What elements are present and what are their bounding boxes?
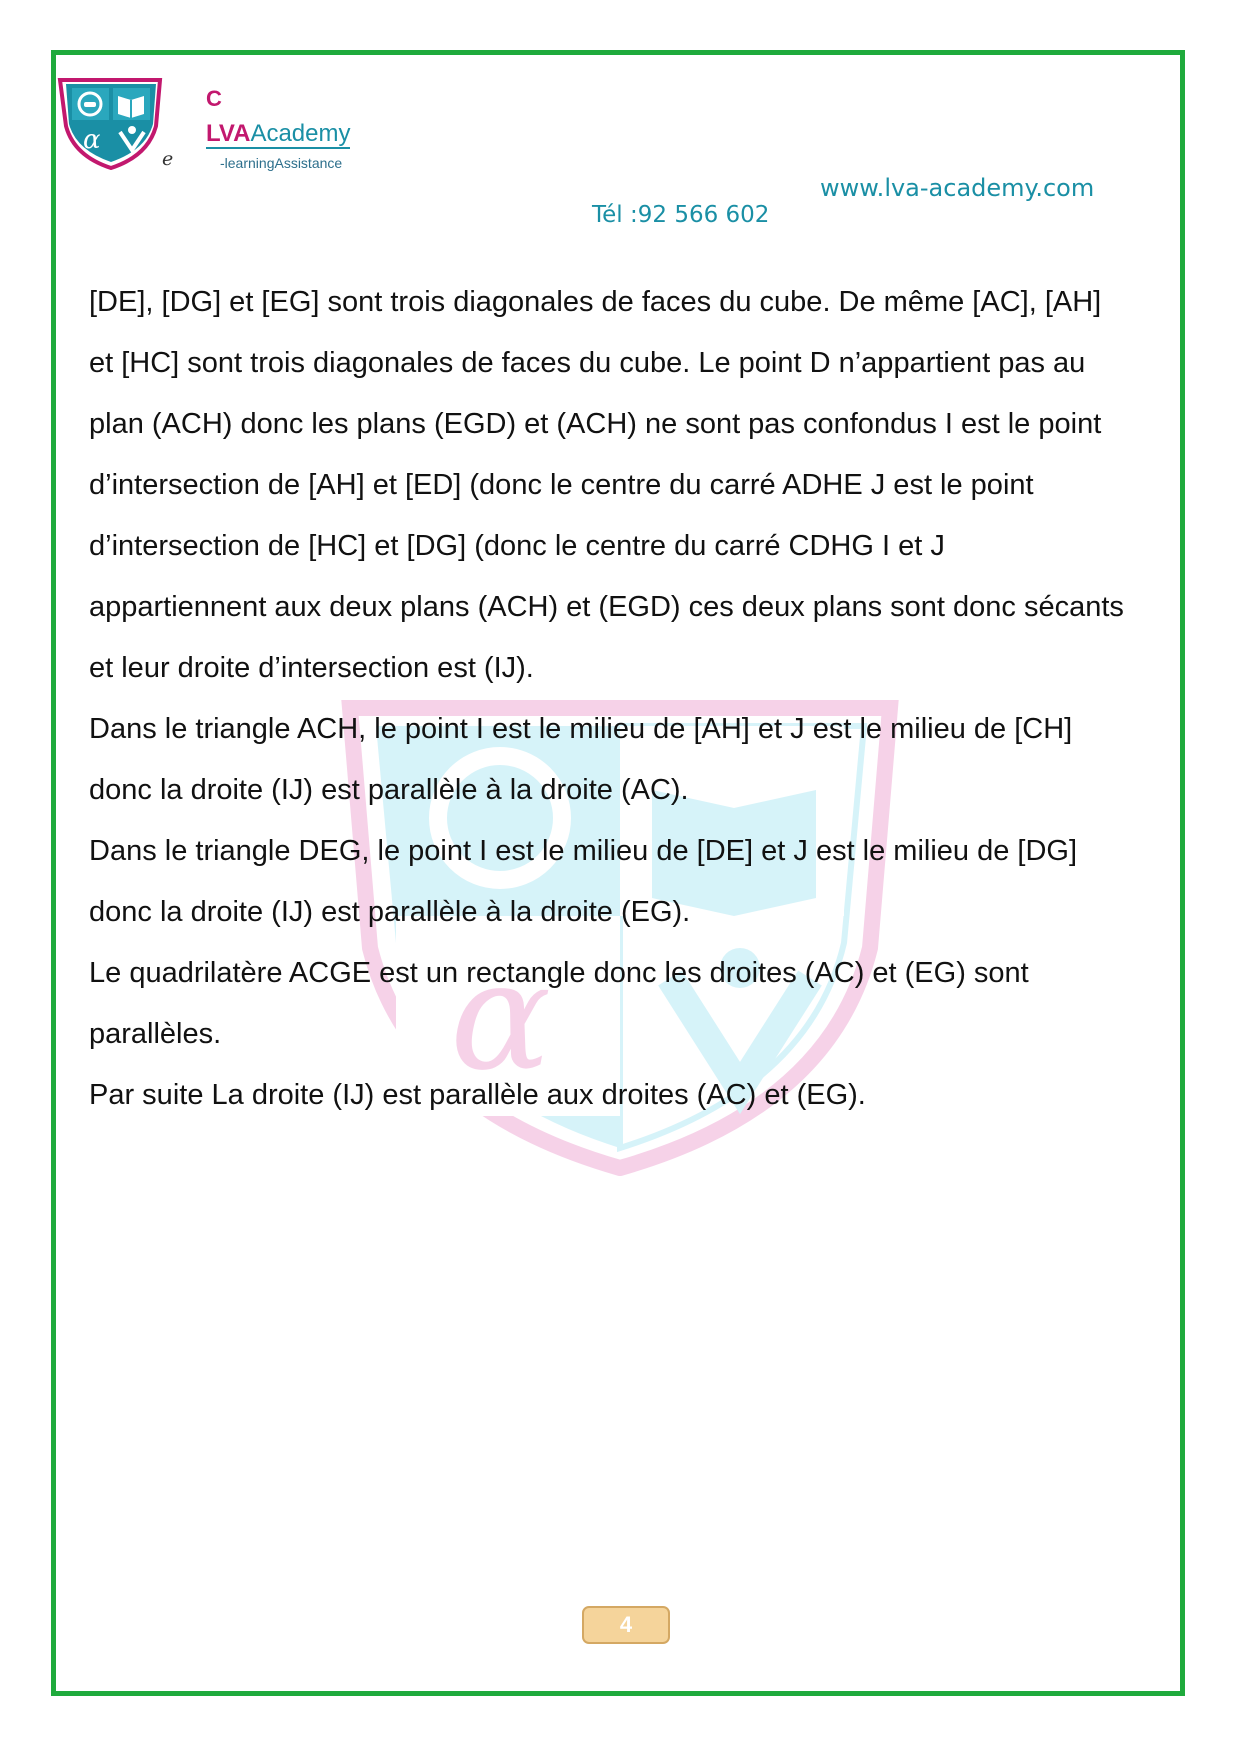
text-line: Dans le triangle ACH, le point I est le milieu de [AH] et J est le milieu de [CH] xyxy=(89,713,1073,745)
text-line: Dans le triangle DEG, le point I est le milieu de [DE] et J est le milieu de [DG] xyxy=(89,835,1078,867)
academy-logo-icon xyxy=(56,76,166,170)
solution-text xyxy=(89,272,1159,1126)
page-number-badge: 4 xyxy=(582,1606,670,1644)
text-line: parallèles. xyxy=(89,1018,222,1050)
text-line: d’intersection de [AH] et [ED] (donc le centre du carré ADHE J est le point xyxy=(89,469,1034,501)
text-line: donc la droite (IJ) est parallèle à la droite (EG). xyxy=(89,896,691,928)
text-line: plan (ACH) donc les plans (EGD) et (ACH) ne sont pas confondus I est le point xyxy=(89,408,1102,440)
text-line: donc la droite (IJ) est parallèle à la droite (AC). xyxy=(89,774,689,806)
brand-tagline: -learningAssistance xyxy=(220,155,343,171)
text-line: [DE], [DG] et [EG] sont trois diagonales de faces du cube. De même [AC], [AH] xyxy=(89,286,1102,318)
logo-e-letter: e xyxy=(162,148,174,170)
website-link[interactable]: www.lva-academy.com xyxy=(820,174,1095,202)
text-line: Le quadrilatère ACGE est un rectangle donc les droites (AC) et (EG) sont xyxy=(89,957,1029,989)
text-line: et [HC] sont trois diagonales de faces du cube. Le point D n’appartient pas au xyxy=(89,347,1086,379)
text-line: et leur droite d’intersection est (IJ). xyxy=(89,652,534,684)
brand-name xyxy=(206,122,350,149)
text-line: Par suite La droite (IJ) est parallèle aux droites (AC) et (EG). xyxy=(89,1079,866,1111)
brand-academy: Academy xyxy=(250,120,351,147)
phone-number: Tél :92 566 602 xyxy=(592,202,770,228)
brand-lva: LVA xyxy=(206,120,251,147)
svg-text:α: α xyxy=(83,125,101,155)
text-line: d’intersection de [HC] et [DG] (donc le centre du carré CDHG I et J xyxy=(89,530,945,562)
svg-text:α: α xyxy=(450,930,552,1104)
text-line: appartiennent aux deux plans (ACH) et (EGD) ces deux plans sont donc sécants xyxy=(89,591,1124,623)
brand-letter: C xyxy=(206,86,222,111)
